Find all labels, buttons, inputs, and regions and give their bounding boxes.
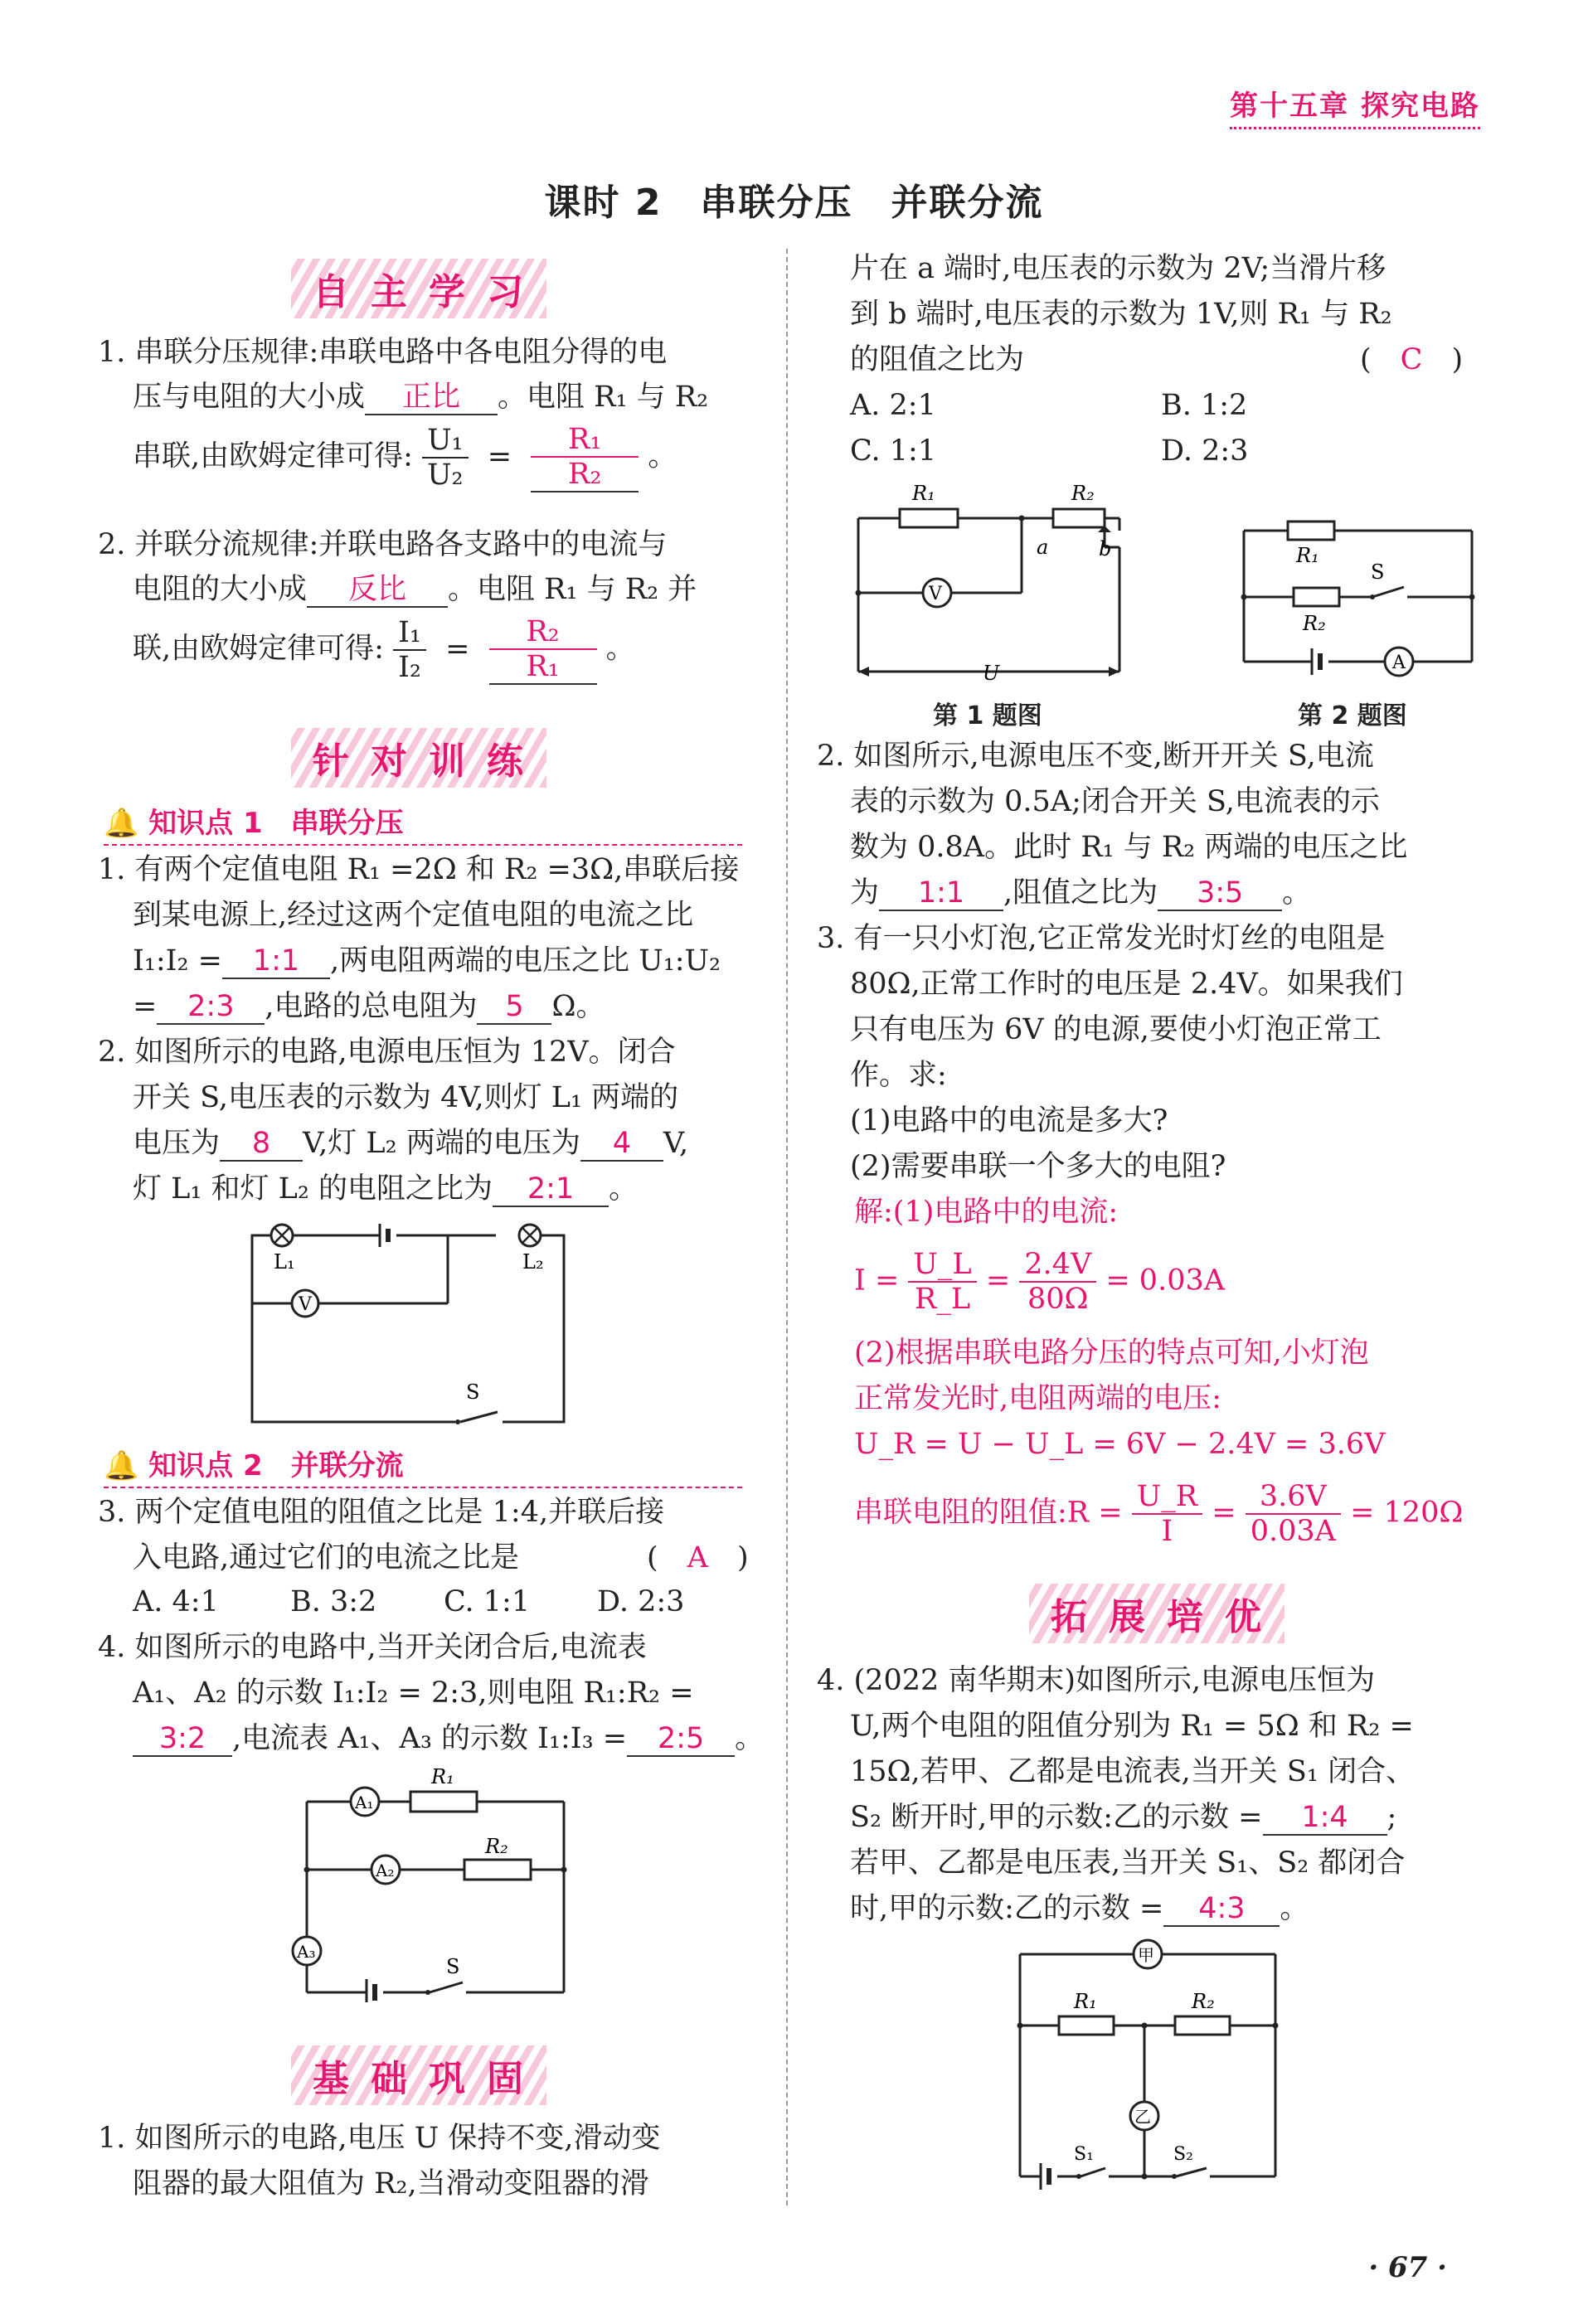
basic-q2-line2: 表的示数为 0.5A;闭合开关 S,电流表的示: [850, 785, 1380, 818]
self-q1-line2: 压与电阻的大小成 正比 。电阻 R₁ 与 R₂: [133, 381, 709, 414]
label-v: V: [929, 584, 942, 604]
label-l2: L₂: [522, 1250, 544, 1274]
basic-q2-line4: 为 1:1 ,阻值之比为 3:5 。: [850, 876, 1312, 910]
kp1-q1-line2: 到某电源上,经过这两个定值电阻的电流之比: [133, 899, 694, 932]
label-r1: R₁: [912, 482, 935, 505]
self-q2-line2: 电阻的大小成 反比 。电阻 R₁ 与 R₂ 并: [133, 573, 697, 606]
kp2-q4-line2: A₁、A₂ 的示数 I₁:I₂ = 2:3,则电阻 R₁:R₂ =: [133, 1676, 694, 1710]
solution-line4: 正常发光时,电阻两端的电压:: [854, 1382, 1221, 1415]
basic-q1-option-d[interactable]: D. 2:3: [1161, 434, 1249, 468]
rheostat-r2-icon: [1053, 509, 1105, 527]
answer-blank[interactable]: 1:4: [1263, 1801, 1387, 1836]
label-l1: L₁: [274, 1250, 295, 1274]
fraction: $\frac{3.6V}{0.03A}$: [1246, 1480, 1341, 1548]
kp2-q4-line1: 4. 如图所示的电路中,当开关闭合后,电流表: [98, 1631, 647, 1664]
lesson-title: 课时 2 串联分压 并联分流: [544, 182, 1044, 224]
label-s: S: [1371, 560, 1385, 584]
kp2-q3-option-b[interactable]: B. 3:2: [290, 1585, 377, 1618]
self-q1-line3: 串联,由欧姆定律可得: $\frac{\text{U₁}}{\text{U₂}}$ = $\frac{\text{R₁}}{\text{R₂}}$ 。: [133, 423, 677, 492]
basic-q3-part1: (1)电路中的电流是多大?: [850, 1104, 1168, 1138]
circuit-fig1-rheostat: [846, 473, 1136, 688]
answer-blank[interactable]: 3:5: [1158, 876, 1282, 911]
label-r2: R₂: [1303, 612, 1326, 635]
answer-fraction[interactable]: $\frac{\text{R₁}}{\text{R₂}}$: [531, 423, 639, 492]
circuit-jia-yi: [1008, 1928, 1289, 2193]
basic-q3-line4: 作。求:: [850, 1059, 947, 1092]
fig2-caption: 第 2 题图: [1298, 701, 1407, 730]
label-b: b: [1099, 537, 1112, 560]
extend-q4-line4: S₂ 断开时,甲的示数:乙的示数 = 1:4 ;: [850, 1801, 1397, 1834]
basic-q1-option-a[interactable]: A. 2:1: [850, 389, 936, 422]
answer-blank[interactable]: 4: [580, 1127, 663, 1162]
circuit-lamps-voltmeter: [249, 1211, 580, 1443]
label-a1: A₁: [355, 1793, 374, 1812]
basic-q2-line1: 2. 如图所示,电源电压不变,断开开关 S,电流: [817, 740, 1374, 773]
basic-q1-line2: 阻器的最大阻值为 R₂,当滑动变阻器的滑: [133, 2167, 649, 2200]
label-r1: R₁: [431, 1765, 454, 1788]
basic-q1-answer[interactable]: ( C ): [1360, 343, 1464, 376]
answer-blank[interactable]: 3:2: [133, 1722, 232, 1757]
answer-blank[interactable]: 2:5: [627, 1722, 735, 1757]
label-u: U: [983, 662, 1000, 685]
resistor-r1-icon: [1059, 2016, 1114, 2035]
extend-q4-line1: 4. (2022 南华期末)如图所示,电源电压恒为: [817, 1664, 1376, 1697]
label-r2: R₂: [485, 1835, 508, 1858]
chapter-header: 第十五章 探究电路: [1230, 83, 1480, 129]
kp2-q3-option-c[interactable]: C. 1:1: [444, 1585, 531, 1618]
basic-q3-line2: 80Ω,正常工作时的电压是 2.4V。如果我们: [850, 968, 1403, 1001]
resistor-r2-icon: [464, 1860, 531, 1880]
label-v: V: [299, 1294, 312, 1315]
answer-blank[interactable]: 反比: [307, 573, 448, 608]
resistor-r2-icon: [1175, 2016, 1230, 2035]
resistor-r1-icon: [900, 509, 958, 527]
kp1-q1-line4: = 2:3 ,电路的总电阻为 5 Ω。: [133, 990, 605, 1023]
knowledge-point-2: 🔔 知识点 2 并联分流: [104, 1443, 742, 1488]
answer-blank[interactable]: 4:3: [1163, 1892, 1280, 1927]
basic-q1-option-c[interactable]: C. 1:1: [850, 434, 937, 468]
section-targeted: 针对训练: [100, 728, 738, 788]
solution-line5: U_R = U − U_L = 6V − 2.4V = 3.6V: [854, 1428, 1386, 1461]
answer-blank[interactable]: 8: [220, 1127, 303, 1162]
kp2-q4-line3: 3:2 ,电流表 A₁、A₃ 的示数 I₁:I₃ = 2:5 。: [133, 1716, 764, 1762]
answer-fraction[interactable]: $\frac{\text{R₂}}{\text{R₁}}$: [489, 615, 597, 685]
label-a2: A₂: [376, 1861, 395, 1880]
column-divider: [786, 249, 788, 2205]
kp2-q3-line1: 3. 两个定值电阻的阻值之比是 1:4,并联后接: [98, 1496, 665, 1529]
solution-line3: (2)根据串联电路分压的特点可知,小灯泡: [854, 1337, 1369, 1370]
label-r2: R₂: [1071, 482, 1095, 505]
kp1-q1-line1: 1. 有两个定值电阻 R₁ =2Ω 和 R₂ =3Ω,串联后接: [98, 853, 740, 886]
lamp-l2-icon: [519, 1225, 541, 1246]
fraction: $\frac{\text{U₁}}{\text{U₂}}$: [422, 424, 469, 492]
kp1-q1-line3: I₁:I₂ = 1:1 ,两电阻两端的电压之比 U₁:U₂: [133, 944, 721, 978]
kp2-q3-line2: 入电路,通过它们的电流之比是: [133, 1541, 520, 1574]
kp1-q2-line1: 2. 如图所示的电路,电源电压恒为 12V。闭合: [98, 1036, 676, 1069]
label-s1: S₁: [1074, 2144, 1094, 2165]
resistor-r1-icon: [410, 1792, 477, 1812]
section-extend: 拓展培优: [829, 1584, 1484, 1643]
basic-q1-line1: 1. 如图所示的电路,电压 U 保持不变,滑动变: [98, 2122, 661, 2155]
page-number: · 67 ·: [1368, 2251, 1447, 2284]
label-s: S: [446, 1955, 460, 1978]
self-q2-line1: 2. 并联分流规律:并联电路各支路中的电流与: [98, 528, 668, 561]
self-q1-line1: 1. 串联分压规律:串联电路中各电阻分得的电: [98, 336, 668, 369]
kp2-q3-option-a[interactable]: A. 4:1: [133, 1585, 219, 1618]
knowledge-point-1: 🔔 知识点 1 串联分压: [104, 800, 742, 846]
circuit-ammeters: [274, 1762, 580, 2002]
section-basic: 基础巩固: [100, 2045, 738, 2105]
fraction: $\frac{U\_L}{R\_L}$: [908, 1248, 976, 1316]
answer-blank[interactable]: 2:1: [493, 1172, 609, 1207]
fig1-caption: 第 1 题图: [933, 701, 1042, 730]
label-s2: S₂: [1173, 2144, 1193, 2165]
basic-q3-line3: 只有电压为 6V 的电源,要使小灯泡正常工: [850, 1013, 1382, 1046]
label-a: a: [1037, 536, 1049, 559]
basic-q3-line1: 3. 有一只小灯泡,它正常发光时灯丝的电阻是: [817, 922, 1386, 955]
label-yi: 乙: [1134, 2107, 1151, 2127]
kp1-q2-line4: 灯 L₁ 和灯 L₂ 的电阻之比为 2:1 。: [133, 1172, 639, 1206]
basic-q1-line5: 的阻值之比为: [850, 343, 1025, 376]
extend-q4-line6: 时,甲的示数:乙的示数 = 4:3 。: [850, 1892, 1309, 1925]
resistor-r2-icon: [1294, 588, 1339, 606]
basic-q2-line3: 数为 0.8A。此时 R₁ 与 R₂ 两端的电压之比: [850, 831, 1408, 864]
section-self-study: 自主学习: [100, 259, 738, 318]
fraction: $\frac{U\_R}{I}$: [1132, 1480, 1202, 1548]
kp2-q3-option-d[interactable]: D. 2:3: [597, 1585, 685, 1618]
circuit-fig2-switch: [1231, 514, 1480, 688]
answer-blank[interactable]: 2:3: [157, 990, 265, 1025]
extend-q4-line5: 若甲、乙都是电压表,当开关 S₁、S₂ 都闭合: [850, 1846, 1406, 1880]
solution-line6: 串联电阻的阻值:R = $\frac{U\_R}{I}$ = $\frac{3.6V}{0.03A}$ = 120Ω: [854, 1480, 1464, 1548]
answer-blank[interactable]: 1:1: [879, 876, 1003, 911]
lamp-l1-icon: [271, 1225, 293, 1246]
resistor-r1-icon: [1288, 522, 1334, 540]
basic-q1-line3: 片在 a 端时,电压表的示数为 2V;当滑片移: [850, 252, 1386, 285]
answer-blank[interactable]: 1:1: [222, 944, 330, 979]
kp1-q2-line2: 开关 S,电压表的示数为 4V,则灯 L₁ 两端的: [133, 1081, 679, 1114]
answer-blank[interactable]: 正比: [365, 381, 498, 415]
basic-q3-part2: (2)需要串联一个多大的电阻?: [850, 1150, 1226, 1183]
label-a3: A₃: [297, 1942, 316, 1962]
label-jia: 甲: [1138, 1945, 1154, 1965]
fraction: $\frac{2.4V}{80\Omega}$: [1019, 1248, 1096, 1316]
extend-q4-line3: 15Ω,若甲、乙都是电流表,当开关 S₁ 闭合、: [850, 1755, 1416, 1788]
label-r2: R₂: [1192, 1990, 1215, 2013]
fraction: $\frac{\text{I₁}}{\text{I₂}}$: [393, 616, 426, 684]
answer-blank[interactable]: 5: [477, 990, 551, 1025]
solution-line1: 解:(1)电路中的电流:: [854, 1196, 1119, 1229]
label-r1: R₁: [1074, 1990, 1097, 2013]
extend-q4-line2: U,两个电阻的阻值分别为 R₁ = 5Ω 和 R₂ =: [850, 1710, 1414, 1743]
basic-q1-option-b[interactable]: B. 1:2: [1161, 389, 1248, 422]
solution-line2: I = $\frac{U\_L}{R\_L}$ = $\frac{2.4V}{80\Omega}$ = 0.03A: [854, 1248, 1226, 1316]
self-q2-line3: 联,由欧姆定律可得: $\frac{\text{I₁}}{\text{I₂}}$ = $\frac{\text{R₂}}{\text{R₁}}$ 。: [133, 615, 635, 684]
kp1-q2-line3: 电压为 8 V,灯 L₂ 两端的电压为 4 V,: [133, 1127, 689, 1160]
label-a: A: [1392, 653, 1406, 673]
basic-q1-line4: 到 b 端时,电压表的示数为 1V,则 R₁ 与 R₂: [850, 298, 1392, 331]
label-s: S: [466, 1380, 480, 1404]
label-r1: R₁: [1296, 544, 1319, 567]
kp2-q3-answer[interactable]: ( A ): [647, 1541, 749, 1574]
